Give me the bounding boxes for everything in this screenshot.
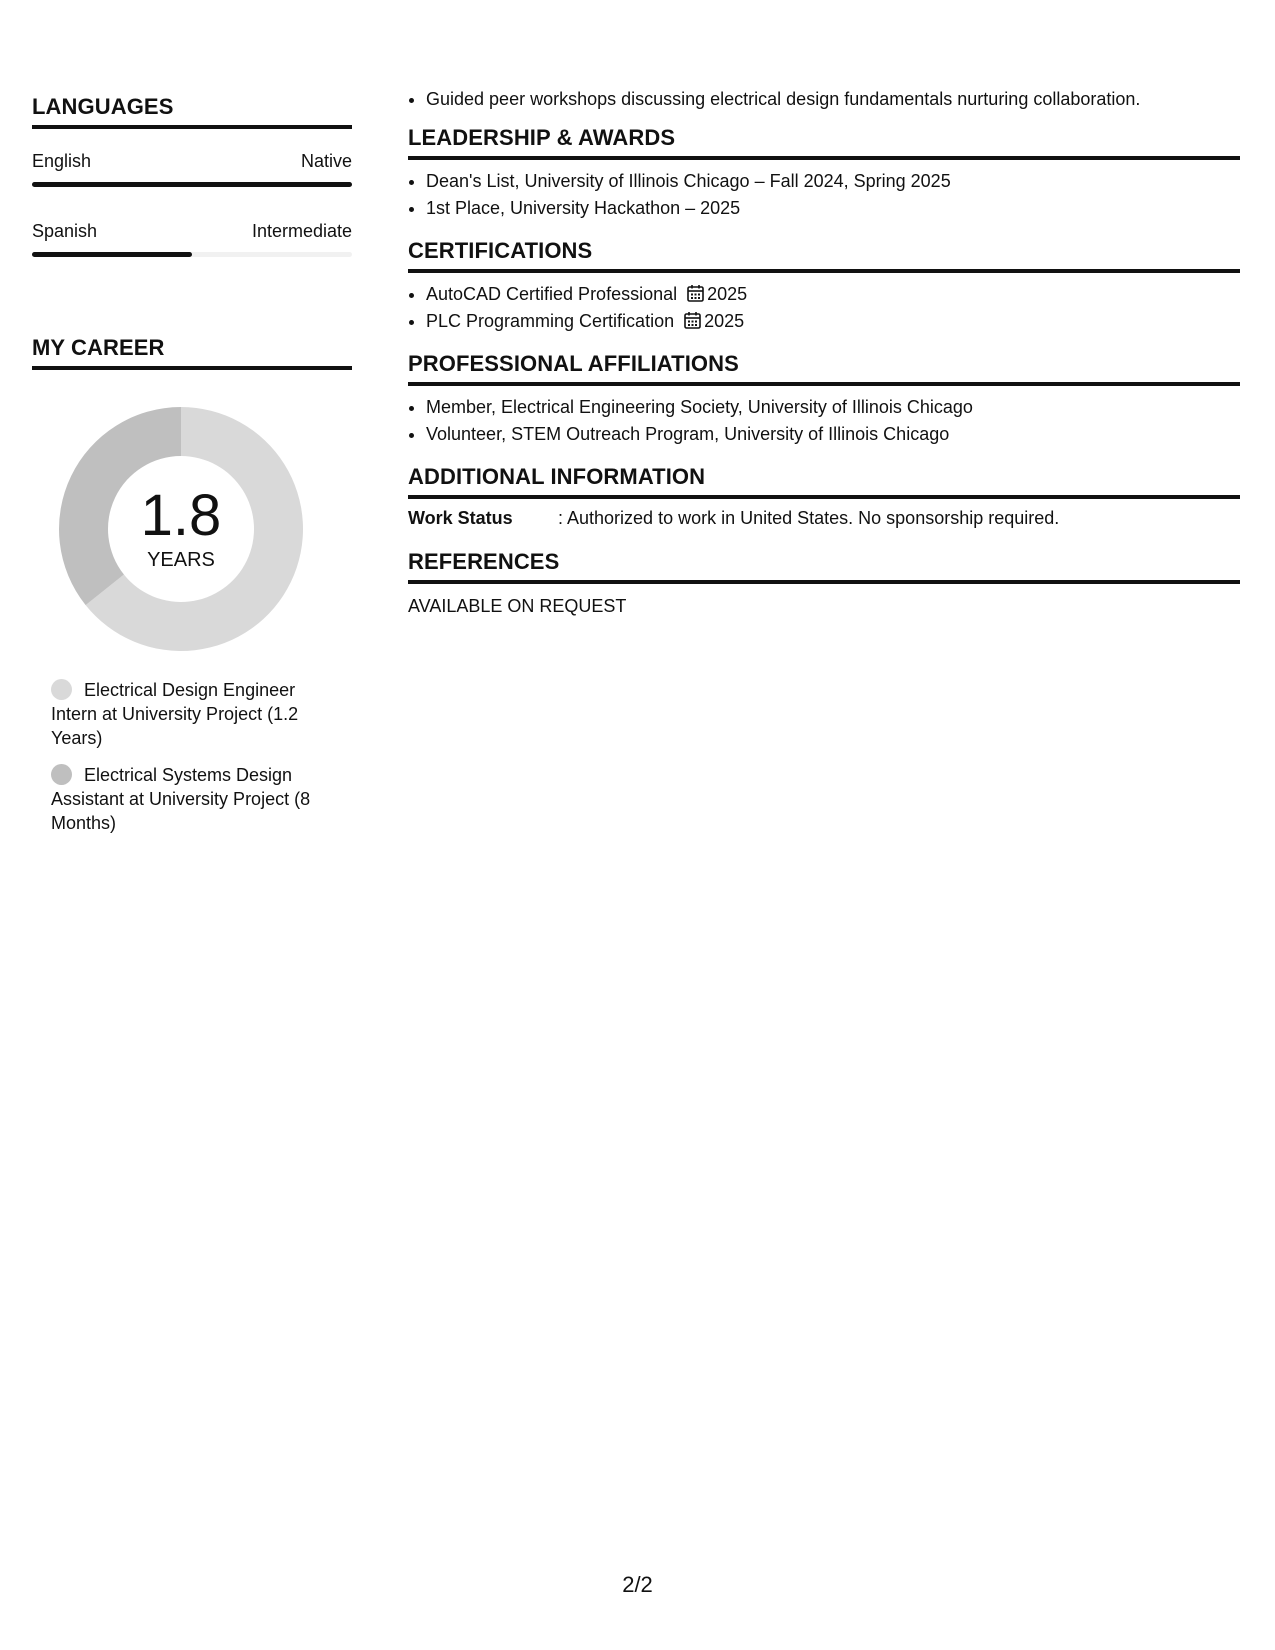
list-item: • Guided peer workshops discussing electrical design fundamentals nurturing collaboration. xyxy=(426,86,1240,113)
additional-info-section xyxy=(408,464,1240,529)
certification-year: 2025 xyxy=(704,311,745,331)
language-name: Spanish xyxy=(32,221,98,241)
legend-swatch xyxy=(51,764,72,785)
affiliations-heading: PROFESSIONAL AFFILIATIONS xyxy=(408,351,1240,386)
list-item xyxy=(426,281,1240,308)
career-legend xyxy=(51,678,341,835)
career-heading: MY CAREER xyxy=(32,335,352,370)
certifications-list xyxy=(408,281,1240,335)
affiliations-list xyxy=(408,394,1240,448)
certification-year: 2025 xyxy=(707,284,748,304)
affiliations-section xyxy=(408,351,1240,448)
list-item: • Member, Electrical Engineering Society, University of Illinois Chicago xyxy=(426,394,1240,421)
list-item: • Volunteer, STEM Outreach Program, University of Illinois Chicago xyxy=(426,421,1240,448)
leadership-section xyxy=(408,125,1240,222)
languages-heading: LANGUAGES xyxy=(32,94,352,129)
calendar-icon xyxy=(687,284,704,302)
work-status-value: : Authorized to work in United States. No sponsorship required. xyxy=(558,508,1060,528)
certifications-section xyxy=(408,238,1240,335)
list-item xyxy=(426,308,1240,335)
certification-name: AutoCAD Certified Professional xyxy=(426,284,678,304)
calendar-icon xyxy=(684,311,701,329)
language-item xyxy=(32,221,352,242)
work-status-row xyxy=(408,508,1240,529)
work-status-label: Work Status xyxy=(408,508,513,528)
legend-label: Electrical Design Engineer Intern at University Project (1.2 Years) xyxy=(51,680,299,748)
right-column xyxy=(408,78,1240,617)
certifications-heading: CERTIFICATIONS xyxy=(408,238,1240,273)
legend-item xyxy=(51,678,341,750)
donut-center xyxy=(56,404,306,654)
references-heading: REFERENCES xyxy=(408,549,1240,584)
list-item: • 1st Place, University Hackathon – 2025 xyxy=(426,195,1240,222)
legend-item xyxy=(51,763,341,835)
additional-info-heading: ADDITIONAL INFORMATION xyxy=(408,464,1240,499)
languages-section xyxy=(32,94,352,257)
language-bar-track xyxy=(32,252,352,257)
career-total-years: 1.8 xyxy=(140,482,222,548)
language-level: Native xyxy=(300,151,352,171)
list-item: • Dean's List, University of Illinois Chicago – Fall 2024, Spring 2025 xyxy=(426,168,1240,195)
language-bar-fill xyxy=(32,252,192,257)
references-text: AVAILABLE ON REQUEST xyxy=(408,596,627,616)
legend-swatch xyxy=(51,679,72,700)
language-level: Intermediate xyxy=(251,221,352,241)
language-item xyxy=(32,151,352,172)
references-section xyxy=(408,549,1240,617)
legend-label: Electrical Systems Design Assistant at University Project (8 Months) xyxy=(51,765,311,833)
language-bar-fill xyxy=(32,182,352,187)
page-number: 2/2 xyxy=(622,1572,653,1597)
experience-bullets xyxy=(408,86,1240,113)
career-donut-chart xyxy=(56,404,306,654)
career-total-unit: YEARS xyxy=(147,548,215,571)
leadership-heading: LEADERSHIP & AWARDS xyxy=(408,125,1240,160)
certification-name: PLC Programming Certification xyxy=(426,311,675,331)
leadership-list xyxy=(408,168,1240,222)
career-section xyxy=(32,335,352,835)
language-name: English xyxy=(32,151,92,171)
left-column xyxy=(32,94,352,848)
language-bar-track xyxy=(32,182,352,187)
